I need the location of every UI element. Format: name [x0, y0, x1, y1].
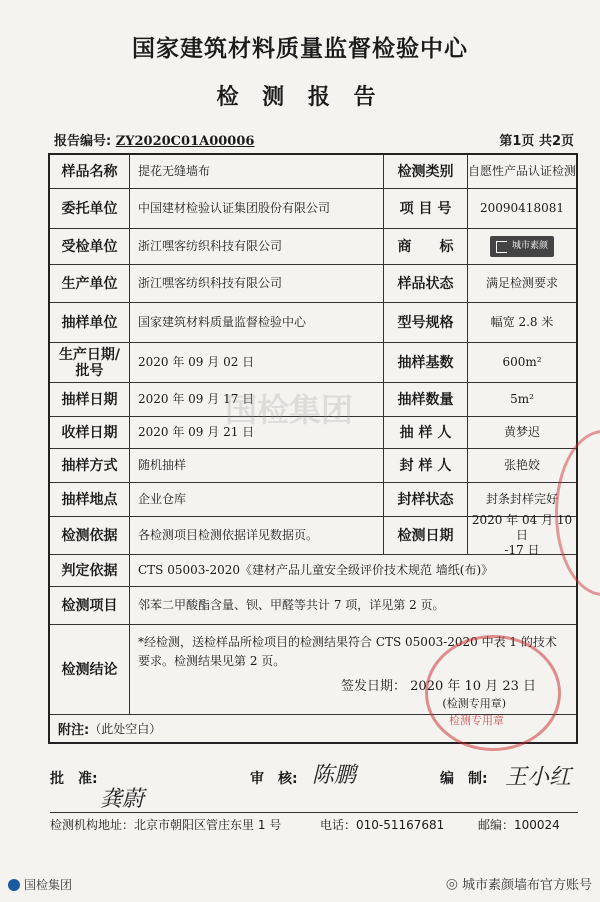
note: 附注: （此处空白）	[58, 722, 162, 738]
table-row	[50, 189, 576, 229]
org-title: 国家建筑材料质量监督检验中心	[132, 36, 468, 62]
footer-address: 检测机构地址：北京市朝阳区管庄东里 1 号	[50, 818, 282, 832]
sample-name-label: 样品名称	[50, 155, 130, 188]
sampler-person-label: 抽 样 人	[384, 417, 468, 448]
table-row	[50, 265, 576, 303]
sample-state: 满足检测要求	[485, 276, 558, 290]
inspected: 浙江嘿客纺织科技有限公司	[130, 229, 384, 264]
seal-state-label: 封样状态	[384, 483, 468, 516]
project-no: 20090418081	[480, 201, 564, 215]
judge-label: 判定依据	[50, 555, 130, 586]
model: 幅宽 2.8 米	[490, 315, 554, 329]
sign-date: 签发日期： 2020 年 10 月 23 日	[341, 679, 536, 694]
approve-signature: 龚蔚	[100, 787, 145, 812]
sample-base: 600m²	[502, 355, 542, 369]
producer: 浙江嘿客纺织科技有限公司	[130, 265, 384, 302]
sampler-label: 抽样单位	[50, 303, 130, 342]
sample-date: 2020 年 09 月 17 日	[130, 383, 384, 416]
location-label: 抽样地点	[50, 483, 130, 516]
watermark: 国检集团	[225, 391, 354, 429]
table-row	[50, 513, 576, 557]
test-type-label: 检测类别	[384, 155, 468, 188]
judge: CTS 05003-2020《建材产品儿童安全级评价技术规范 墙纸(布)》	[138, 563, 494, 577]
project-no-label: 项 目 号	[384, 189, 468, 228]
sample-state-label: 样品状态	[384, 265, 468, 302]
method-label: 抽样方式	[50, 449, 130, 482]
table-row	[50, 483, 576, 517]
items-label: 检测项目	[50, 587, 130, 624]
inspected-label: 受检单位	[50, 229, 130, 264]
sample-name: 提花无缝墙布	[130, 155, 384, 188]
table-row	[50, 587, 576, 625]
receive-date: 2020 年 09 月 21 日	[130, 417, 384, 448]
special-seal-label: (检测专用章)	[442, 697, 506, 710]
sample-base-label: 抽样基数	[384, 343, 468, 382]
sample-qty: 5m²	[510, 392, 534, 406]
table-row	[50, 449, 576, 483]
report-number: 报告编号: ZY2020C01A00006	[54, 134, 255, 149]
location: 企业仓库	[130, 483, 384, 516]
conclusion-label: 检测结论	[50, 625, 130, 714]
table-row	[50, 229, 576, 265]
seal-state: 封条封样完好	[485, 492, 558, 506]
stamp-text: 检测专用章	[449, 714, 504, 727]
producer-label: 生产单位	[50, 265, 130, 302]
doc-title: 检 测 报 告	[216, 85, 384, 110]
brand-logo: 城市素颜	[490, 236, 554, 257]
test-type: 自愿性产品认证检测	[468, 164, 577, 178]
method: 随机抽样	[130, 449, 384, 482]
sampler: 国家建筑材料质量监督检验中心	[130, 303, 384, 342]
wechat-account: ◎ 城市素颜墙布官方账号	[445, 875, 592, 893]
prod-date-label: 生产日期/ 批号	[50, 343, 130, 382]
prod-date: 2020 年 09 月 02 日	[130, 343, 384, 382]
sealer-label: 封 样 人	[384, 449, 468, 482]
test-date-label: 检测日期	[384, 517, 468, 554]
footer-phone: 电话：010-51167681	[320, 818, 445, 832]
items: 邻苯二甲酸酯含量、钡、甲醛等共计 7 项，详见第 2 页。	[138, 598, 445, 612]
review-signature: 陈鹏	[312, 763, 357, 788]
table-row	[50, 555, 576, 587]
footer-postcode: 邮编：100024	[478, 818, 560, 832]
prepare-signature: 王小红	[505, 765, 572, 790]
basis: 各检测项目检测依据详见数据页。	[130, 517, 384, 554]
client-label: 委托单位	[50, 189, 130, 228]
approve-label: 批 准:	[50, 771, 98, 787]
test-date: 2020 年 04 月 10 日 -17 日	[471, 513, 573, 557]
sample-qty-label: 抽样数量	[384, 383, 468, 416]
logo-mark-icon	[496, 241, 507, 253]
company-brand: 国检集团	[8, 876, 72, 893]
footer-divider	[50, 812, 578, 813]
brand-label: 商 标	[384, 229, 468, 264]
table-row	[50, 303, 576, 343]
review-label: 审 核:	[250, 771, 298, 787]
conclusion: *经检测，送检样品所检项目的检测结果符合 CTS 05003-2020 中表 1 的技术要求。检测结果见第 2 页。	[138, 635, 557, 668]
client: 中国建材检验认证集团股份有限公司	[130, 189, 384, 228]
table-row	[50, 343, 576, 383]
sampler-person: 黄梦迟	[503, 425, 540, 439]
wechat-icon: ◎	[445, 875, 458, 892]
brand-logo-cell	[468, 229, 576, 264]
receive-date-label: 收样日期	[50, 417, 130, 448]
company-logo-icon	[8, 879, 20, 891]
table-row	[50, 155, 576, 189]
basis-label: 检测依据	[50, 517, 130, 554]
model-label: 型号规格	[384, 303, 468, 342]
prepare-label: 编 制:	[440, 771, 488, 787]
report-number-value: ZY2020C01A00006	[115, 134, 255, 149]
sample-date-label: 抽样日期	[50, 383, 130, 416]
page-info: 第1页 共2页	[499, 134, 574, 149]
sealer: 张艳姣	[503, 458, 540, 472]
red-stamp	[425, 635, 561, 751]
